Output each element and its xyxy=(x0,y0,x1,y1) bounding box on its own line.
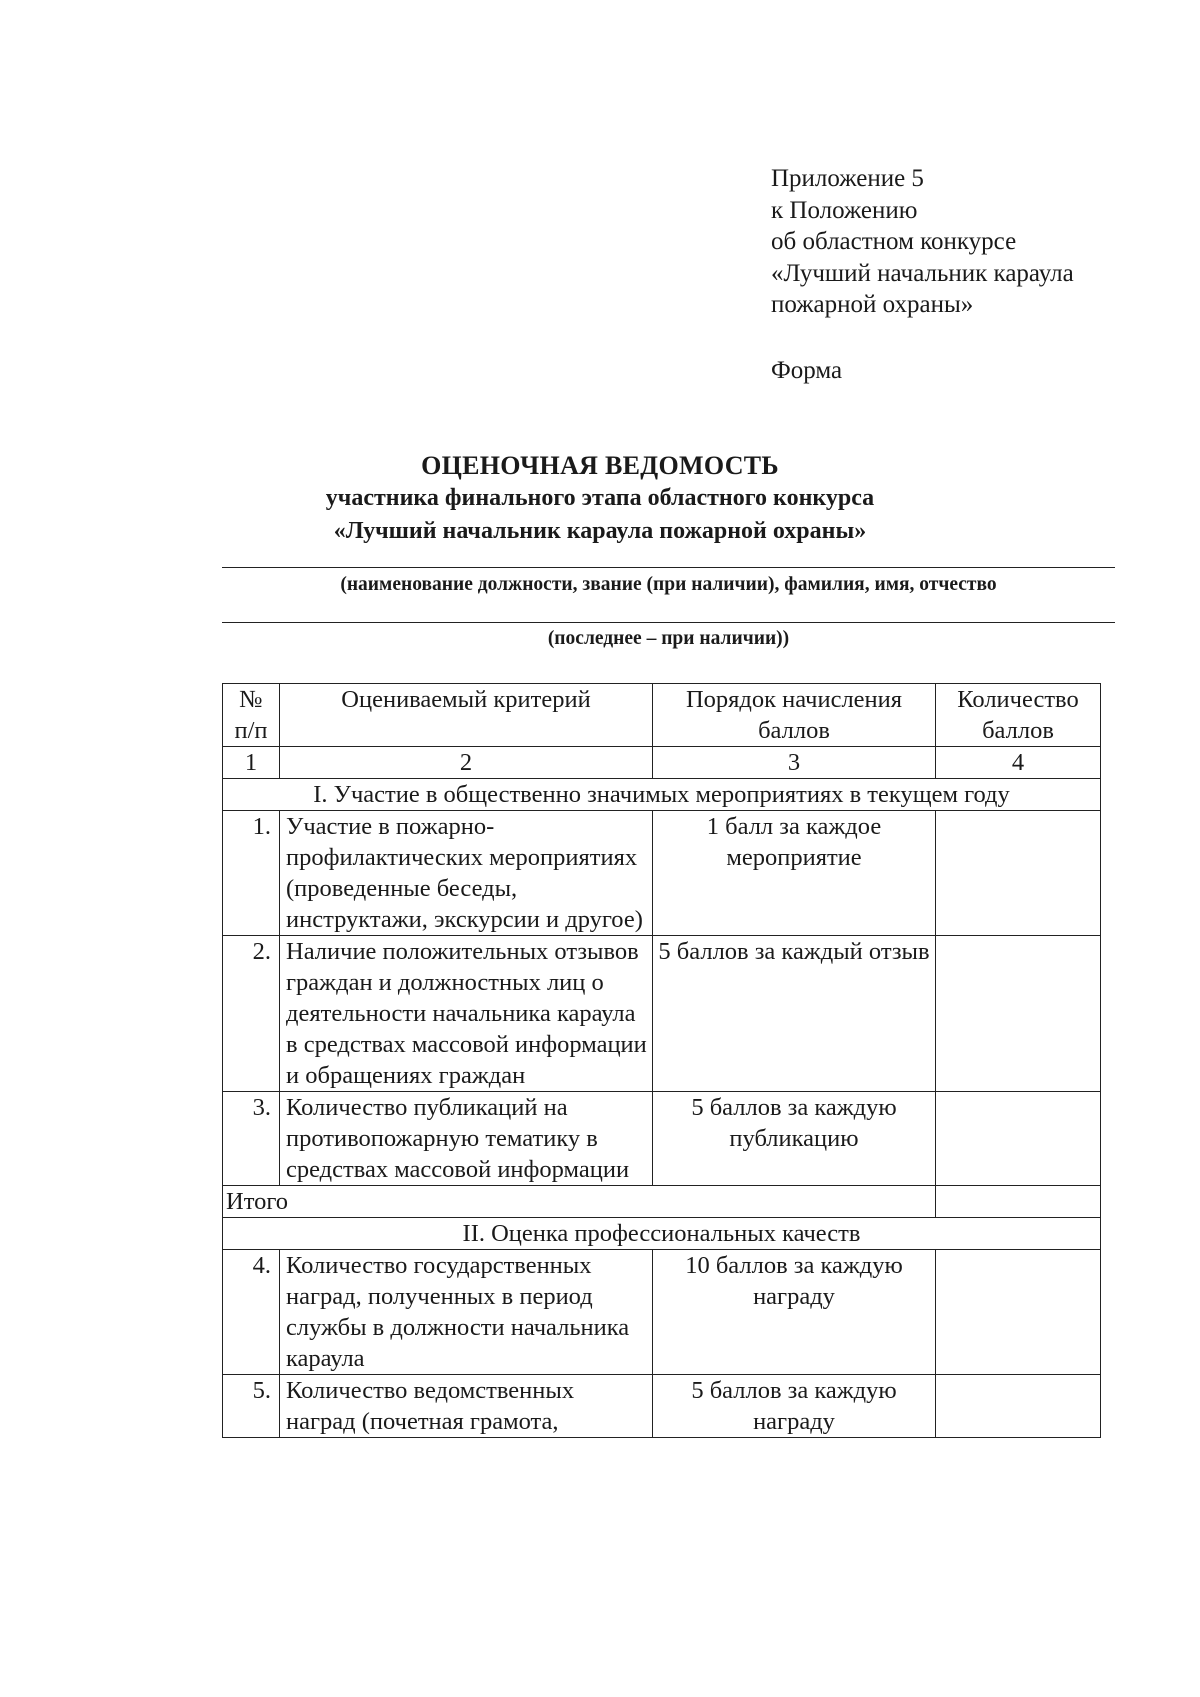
row-num: 1. xyxy=(223,811,280,936)
table-header-row xyxy=(223,684,1101,747)
row-criterion: Участие в пожарно-профилактических мероприятиях (проведенные беседы, инструктажи, экскурсии и другое) xyxy=(280,811,653,936)
row-order: 5 баллов за каждую награду xyxy=(653,1375,936,1438)
row-score-cell[interactable] xyxy=(936,811,1101,936)
row-score-cell[interactable] xyxy=(936,936,1101,1092)
total-label: Итого xyxy=(223,1186,936,1218)
score-table xyxy=(222,683,1101,1438)
signature-line-1 xyxy=(222,567,1115,568)
signature-caption-1: (наименование должности, звание (при наличии), фамилия, имя, отчество xyxy=(340,574,997,595)
appendix-line: об областном конкурсе xyxy=(771,228,1017,255)
total-row xyxy=(223,1186,1101,1218)
index-cell: 3 xyxy=(653,747,936,779)
row-criterion: Количество государственных наград, полученных в период службы в должности начальника караула xyxy=(280,1250,653,1375)
row-score-cell[interactable] xyxy=(936,1092,1101,1186)
section-row xyxy=(223,1218,1101,1250)
row-score-cell[interactable] xyxy=(936,1250,1101,1375)
row-num: 4. xyxy=(223,1250,280,1375)
row-order: 5 баллов за каждую публикацию xyxy=(653,1092,936,1186)
row-num: 2. xyxy=(223,936,280,1092)
row-criterion: Количество публикаций на противопожарную тематику в средствах массовой информации xyxy=(280,1092,653,1186)
appendix-line: «Лучший начальник караула xyxy=(771,259,1074,287)
appendix-line: к Положению xyxy=(771,196,918,224)
appendix-block xyxy=(771,163,1074,321)
table-row xyxy=(223,811,1101,936)
row-num: 3. xyxy=(223,1092,280,1186)
section-title-2: II. Оценка профессиональных качеств xyxy=(223,1218,1101,1250)
document-subtitle-1: участника финального этапа областного конкурса xyxy=(325,485,875,511)
signature-line-2 xyxy=(222,622,1115,623)
table-row xyxy=(223,936,1101,1092)
document-subtitle-2: «Лучший начальник караула пожарной охраны» xyxy=(333,518,867,544)
section-row xyxy=(223,779,1101,811)
header-score: Количество баллов xyxy=(936,684,1101,747)
header-num: № п/п xyxy=(223,684,280,747)
row-num: 5. xyxy=(223,1375,280,1438)
row-criterion: Количество ведомственных наград (почетная грамота, xyxy=(280,1375,653,1438)
appendix-line: Приложение 5 xyxy=(771,165,924,192)
index-cell: 1 xyxy=(223,747,280,779)
table-row xyxy=(223,1092,1101,1186)
section-title-1: I. Участие в общественно значимых мероприятиях в текущем году xyxy=(223,779,1101,811)
document-title-block xyxy=(0,450,1200,548)
index-cell: 2 xyxy=(280,747,653,779)
index-cell: 4 xyxy=(936,747,1101,779)
row-order: 1 балл за каждое мероприятие xyxy=(653,811,936,936)
appendix-line: пожарной охраны» xyxy=(771,291,974,318)
table-row xyxy=(223,1375,1101,1438)
row-criterion: Наличие положительных отзывов граждан и должностных лиц о деятельности начальника караула в средствах массовой информации и обращениях граждан xyxy=(280,936,653,1092)
header-order: Порядок начисления баллов xyxy=(653,684,936,747)
row-order: 5 баллов за каждый отзыв xyxy=(653,936,936,1092)
table-row xyxy=(223,1250,1101,1375)
document-title: ОЦЕНОЧНАЯ ВЕДОМОСТЬ xyxy=(421,451,779,480)
signature-caption-2: (последнее – при наличии)) xyxy=(547,628,790,649)
row-order: 10 баллов за каждую награду xyxy=(653,1250,936,1375)
table-index-row xyxy=(223,747,1101,779)
form-label: Форма xyxy=(771,357,843,384)
row-score-cell[interactable] xyxy=(936,1375,1101,1438)
header-criterion: Оцениваемый критерий xyxy=(280,684,653,747)
total-score-cell[interactable] xyxy=(936,1186,1101,1218)
